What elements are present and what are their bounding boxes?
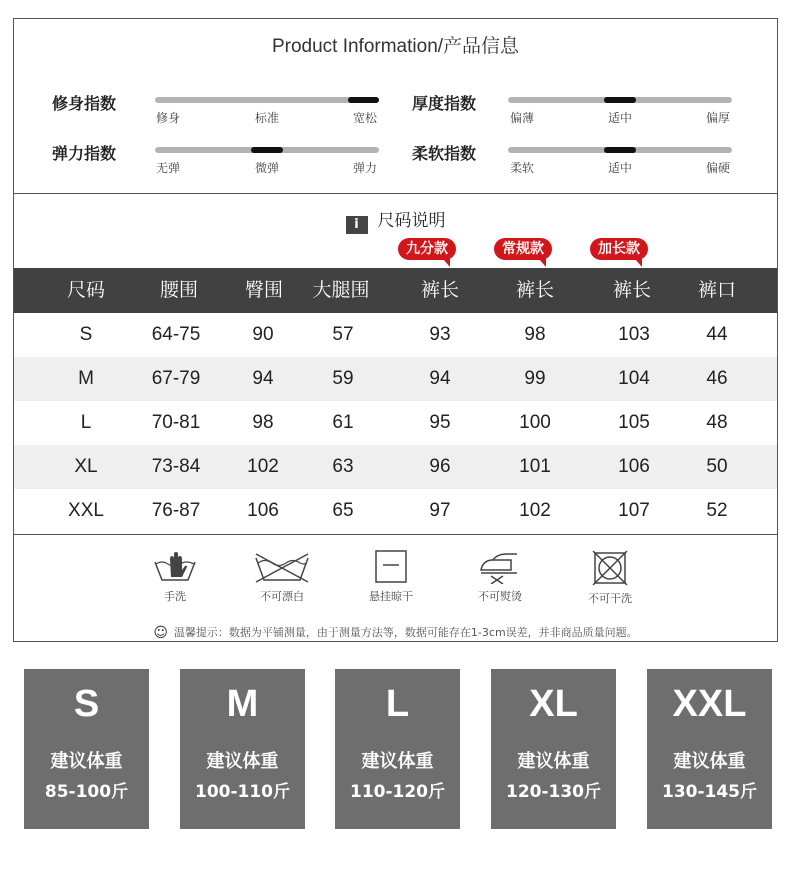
cell: S (79, 324, 93, 345)
scale-mid: 适中 (607, 111, 633, 125)
cell: XXL (68, 500, 104, 521)
product-info-panel (13, 18, 778, 194)
scale-mid: 标准 (254, 111, 280, 125)
no-iron-icon (477, 550, 523, 584)
weight-card-l (335, 669, 460, 829)
card-size: XL (529, 683, 578, 725)
care-divider (14, 534, 777, 535)
cell: 73-84 (151, 456, 201, 477)
col-length-regular: 裤长 (515, 279, 555, 301)
care-item (570, 550, 650, 606)
size-chart-heading (14, 206, 777, 234)
metric-track (155, 147, 379, 153)
care-label: 不可熨烫 (478, 590, 522, 603)
cell: 96 (429, 456, 451, 477)
cell: 106 (618, 456, 650, 477)
cell: 102 (247, 456, 279, 477)
col-waist: 腰围 (159, 279, 199, 301)
scale-low: 修身 (155, 111, 181, 125)
cell: XL (74, 456, 98, 477)
cell: 103 (618, 324, 650, 345)
col-length-long: 裤长 (612, 279, 652, 301)
cell: M (78, 368, 94, 389)
metric-indicator (604, 147, 636, 153)
care-item (351, 550, 431, 604)
scale-mid: 适中 (607, 161, 633, 175)
no-bleach-icon (252, 550, 312, 584)
card-range: 110-120斤 (349, 782, 446, 802)
scale-low: 无弹 (155, 161, 181, 175)
table-row (14, 313, 777, 357)
metric-indicator (251, 147, 283, 153)
hand-wash-icon (152, 550, 198, 584)
softness-index (412, 141, 772, 185)
no-dry-clean-icon (591, 550, 629, 586)
cell: 94 (252, 368, 274, 389)
note-text: 温馨提示：数据为平铺测量，由于测量方法等，数据可能存在1-3cm误差，并非商品质量问题。 (173, 626, 638, 639)
size-chart-panel (13, 194, 778, 642)
product-info-title: Product Information/产品信息 (271, 36, 520, 57)
card-label: 建议体重 (673, 751, 746, 772)
cell: 98 (524, 324, 546, 345)
weight-card-xl (491, 669, 616, 829)
badge-cropped: 九分款 (398, 238, 456, 260)
card-range: 130-145斤 (661, 782, 758, 802)
size-table-header (14, 268, 777, 313)
thickness-index (412, 91, 772, 135)
table-row (14, 357, 777, 401)
metric-indicator (604, 97, 636, 103)
care-label: 不可干洗 (588, 592, 632, 605)
cell: 94 (429, 368, 451, 389)
badge-regular: 常规款 (494, 238, 552, 260)
cell: 61 (332, 412, 354, 433)
size-chart-title: 尺码说明 (377, 211, 446, 231)
stretch-index (52, 141, 412, 185)
scale-high: 宽松 (352, 111, 378, 125)
cell: 99 (524, 368, 546, 389)
cell: 63 (332, 456, 354, 477)
cell: 90 (252, 324, 274, 345)
card-label: 建议体重 (517, 751, 590, 772)
care-label: 手洗 (164, 590, 186, 603)
care-label: 不可漂白 (260, 590, 304, 603)
col-size: 尺码 (66, 279, 106, 301)
cell: 65 (332, 500, 354, 521)
card-size: S (73, 683, 100, 725)
col-length-cropped: 裤长 (420, 279, 460, 301)
cell: 107 (618, 500, 650, 521)
weight-card-m (180, 669, 305, 829)
metric-indicator (348, 97, 379, 103)
cell: 104 (618, 368, 650, 389)
care-label: 悬挂晾干 (369, 590, 413, 603)
cell: 101 (519, 456, 551, 477)
weight-card-s (24, 669, 149, 829)
cell: 98 (252, 412, 274, 433)
col-thigh: 大腿围 (312, 279, 370, 301)
col-hip: 臀围 (244, 279, 284, 301)
card-size: M (226, 683, 259, 725)
cell: 97 (429, 500, 451, 521)
cell: 52 (706, 500, 728, 521)
cell: 44 (706, 324, 728, 345)
cell: 76-87 (151, 500, 201, 521)
cell: 64-75 (151, 324, 201, 345)
cell: 70-81 (151, 412, 201, 433)
smile-icon: ☺ (153, 625, 168, 641)
scale-high: 弹力 (352, 161, 378, 175)
scale-low: 柔软 (509, 161, 535, 175)
badge-long: 加长款 (590, 238, 648, 260)
card-range: 85-100斤 (44, 782, 129, 802)
metric-track (155, 97, 379, 103)
cell: 59 (332, 368, 354, 389)
card-label: 建议体重 (206, 751, 279, 772)
cell: L (80, 412, 92, 433)
scale-low: 偏薄 (509, 111, 535, 125)
measurement-note (14, 624, 777, 641)
care-item (460, 550, 540, 604)
cell: 48 (706, 412, 728, 433)
metric-track (508, 147, 732, 153)
cell: 106 (247, 500, 279, 521)
scale-high: 偏硬 (705, 161, 731, 175)
metric-name: 弹力指数 (52, 144, 117, 163)
metric-name: 厚度指数 (412, 94, 477, 113)
weight-card-xxl (647, 669, 772, 829)
table-row (14, 489, 777, 533)
metric-name: 柔软指数 (412, 144, 477, 163)
card-size: L (385, 683, 410, 725)
scale-high: 偏厚 (705, 111, 731, 125)
card-size: XXL (672, 683, 747, 725)
metric-track (508, 97, 732, 103)
cell: 46 (706, 368, 728, 389)
hang-dry-icon (374, 550, 408, 584)
card-label: 建议体重 (361, 751, 434, 772)
cell: 57 (332, 324, 354, 345)
care-item (242, 550, 322, 604)
cell: 50 (706, 456, 728, 477)
metric-name: 修身指数 (52, 94, 117, 113)
card-range: 120-130斤 (505, 782, 602, 802)
card-range: 100-110斤 (194, 782, 291, 802)
cell: 105 (618, 412, 650, 433)
fit-index (52, 91, 412, 135)
cell: 100 (519, 412, 551, 433)
cell: 67-79 (151, 368, 201, 389)
cell: 95 (429, 412, 451, 433)
table-row (14, 445, 777, 489)
col-hem: 裤口 (697, 279, 737, 301)
info-icon: i (346, 216, 368, 234)
care-item (135, 550, 215, 604)
scale-mid: 微弹 (254, 161, 280, 175)
table-row (14, 401, 777, 445)
cell: 93 (429, 324, 451, 345)
cell: 102 (519, 500, 551, 521)
card-label: 建议体重 (50, 751, 123, 772)
